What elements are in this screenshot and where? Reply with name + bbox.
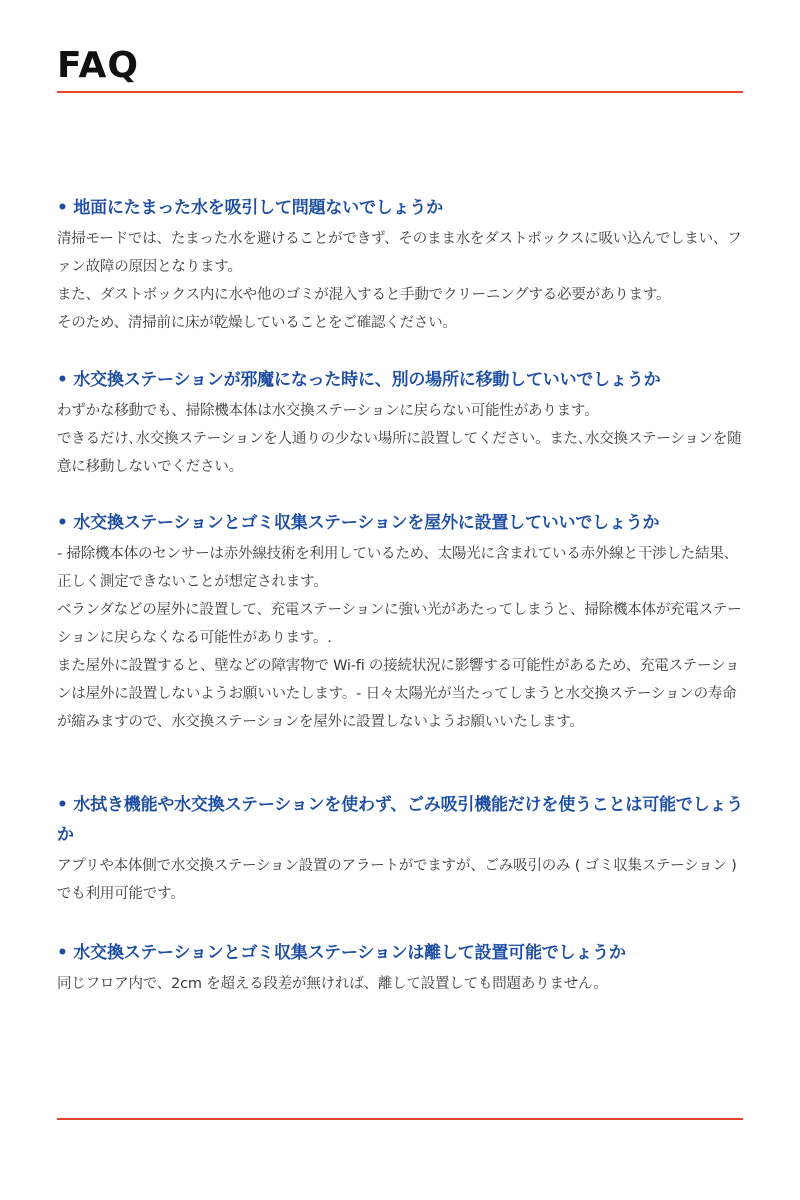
faq-answer-line: また、ダストボックス内に水や他のゴミが混入すると手動でクリーニングする必要があります。 bbox=[57, 287, 671, 303]
faq-question: • 水交換ステーションが邪魔になった時に、別の場所に移動していいでしょうか bbox=[57, 370, 661, 390]
faq-answer-line: わずかな移動でも、掃除機本体は水交換ステーションに戻らない可能性があります。 bbox=[57, 403, 599, 419]
faq-question: • 地面にたまった水を吸引して問題ないでしょうか bbox=[57, 198, 443, 218]
faq-answer bbox=[57, 225, 743, 337]
page-title: FAQ bbox=[57, 45, 139, 86]
faq-item-4 bbox=[57, 790, 743, 908]
faq-answer-line: 同じフロア内で、2cm を超える段差が無ければ、離して設置しても問題ありません。 bbox=[57, 976, 608, 992]
footer-divider bbox=[57, 1118, 743, 1120]
faq-item-3 bbox=[57, 508, 743, 736]
faq-answer-line: 清掃モードでは、たまった水を避けることができず、そのまま水をダストボックスに吸い込んでしまい、ファン故障の原因となります。 bbox=[57, 231, 742, 275]
faq-answer-line: できるだけ､水交換ステーションを人通りの少ない場所に設置してください。また､水交換ステーションを随意に移動しないでください。 bbox=[57, 431, 742, 475]
faq-question: • 水拭き機能や水交換ステーションを使わず、ごみ吸引機能だけを使うことは可能でしょうか bbox=[57, 795, 744, 845]
faq-question: • 水交換ステーションとゴミ収集ステーションは離して設置可能でしょうか bbox=[57, 943, 626, 963]
title-divider bbox=[57, 91, 743, 93]
faq-item-5 bbox=[57, 938, 743, 998]
faq-answer bbox=[57, 540, 743, 736]
faq-question: • 水交換ステーションとゴミ収集ステーションを屋外に設置していいでしょうか bbox=[57, 513, 660, 533]
faq-answer bbox=[57, 852, 743, 908]
faq-answer-line: また屋外に設置すると、壁などの障害物で Wi-fi の接続状況に影響する可能性があるため、充電ステーションは屋外に設置しないようお願いいたします。- 日々太陽光が当たってしまうと水交換ステーションの寿命が縮みますので、水交換ステーションを屋外に設置しないようお願いいたします。 bbox=[57, 658, 740, 730]
faq-answer-line: ベランダなどの屋外に設置して、充電ステーションに強い光があたってしまうと、掃除機本体が充電ステーションに戻らなくなる可能性があります。. bbox=[57, 602, 742, 646]
faq-item-1 bbox=[57, 193, 743, 337]
faq-item-2 bbox=[57, 365, 743, 481]
faq-answer-line: アプリや本体側で水交換ステーション設置のアラートがでますが、ごみ吸引のみ ( ゴミ収集ステーション ) でも利用可能です。 bbox=[57, 858, 737, 902]
faq-answer-line: そのため、清掃前に床が乾燥していることをご確認ください。 bbox=[57, 315, 457, 331]
faq-answer-line: - 掃除機本体のセンサーは赤外線技術を利用しているため、太陽光に含まれている赤外線と干渉した結果、正しく測定できないことが想定されます。 bbox=[57, 546, 738, 590]
faq-answer bbox=[57, 970, 743, 998]
faq-answer bbox=[57, 397, 743, 481]
